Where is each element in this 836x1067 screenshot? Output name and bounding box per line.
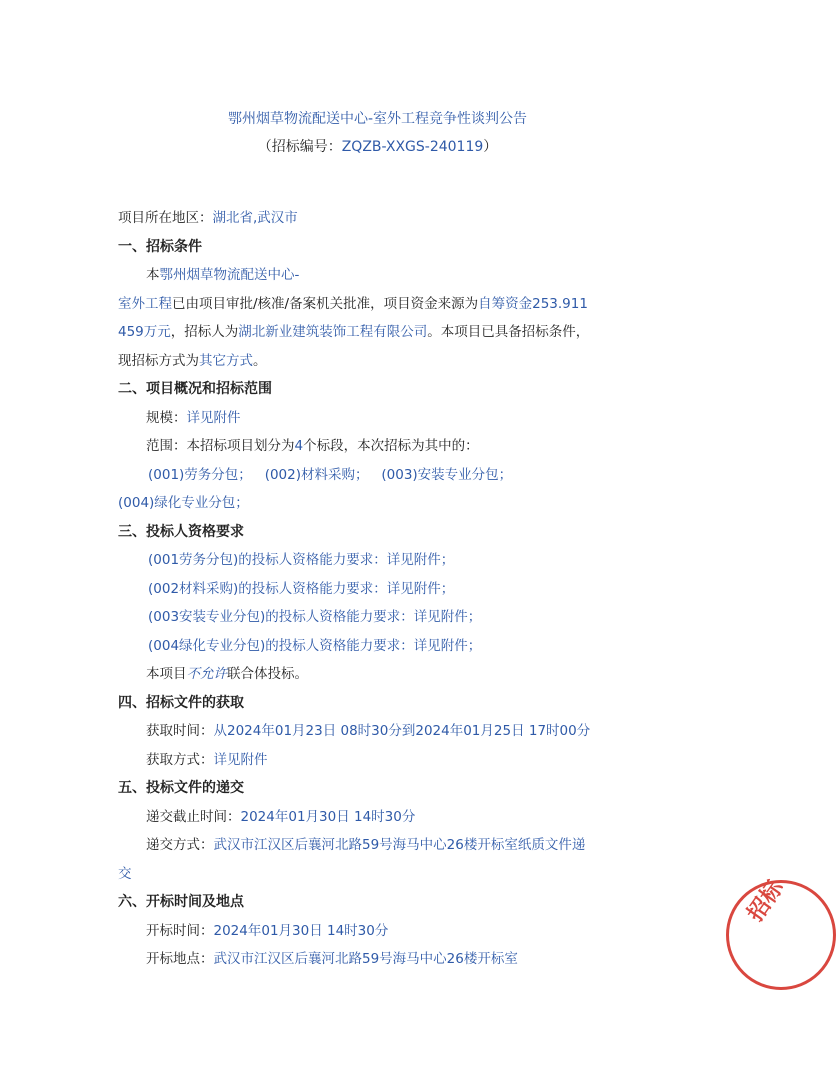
- section5-heading: 五、投标文件的递交: [118, 780, 244, 796]
- lot-4: (004)绿化专业分包；: [118, 495, 249, 511]
- section1-line1: [118, 261, 638, 290]
- opening-time-value: 2024年01月30日 14时30分: [213, 922, 389, 939]
- fund-source-part2: 459万元: [118, 324, 171, 340]
- lot-3: (003)安装专业分包；: [381, 466, 513, 483]
- seal-text: 招标: [743, 875, 789, 927]
- section1-p2-text: 已由项目审批/核准/备案机关批准，项目资金来源为: [172, 295, 479, 312]
- opening-place-value: 武汉市江汉区后襄河北路59号海马中心26楼开标室: [213, 951, 518, 967]
- joint-value: 不允许: [186, 666, 227, 682]
- range-line: [118, 432, 638, 461]
- section4-heading: 四、招标文件的获取: [118, 694, 244, 711]
- project-name-part2: 室外工程: [118, 295, 172, 312]
- scale-label: 规模：: [146, 409, 187, 426]
- qualification-item-3: (003安装专业分包)的投标人资格能力要求：详见附件；: [148, 609, 482, 625]
- section1-line3: [118, 318, 638, 347]
- tender-code-suffix: ）: [483, 139, 498, 155]
- range-count: 4: [294, 438, 304, 454]
- section1-p3-text2: 。本项目已具备招标条件，: [427, 324, 590, 340]
- range-text2: 个标段，本次招标为其中的：: [303, 438, 479, 454]
- scale-line: [118, 404, 638, 433]
- section3-heading: 三、投标人资格要求: [118, 523, 244, 540]
- tender-method: 其它方式: [199, 352, 253, 369]
- submit-method-label: 递交方式：: [146, 837, 214, 853]
- section1-p1: 本: [146, 267, 160, 283]
- submit-method-line: [118, 831, 638, 860]
- section1-line4: [118, 347, 638, 376]
- obtain-time-label: 获取时间：: [146, 723, 214, 739]
- obtain-time-value: 从2024年01月23日 08时30分到2024年01月25日 17时00分: [213, 723, 591, 739]
- region-line: [118, 204, 638, 233]
- section1-p4-text: 现招标方式为: [118, 352, 199, 369]
- range-text1: 范围：本招标项目划分为: [146, 438, 295, 454]
- region-value: 湖北省,武汉市: [212, 210, 298, 226]
- document-title: 鄂州烟草物流配送中心-室外工程竞争性谈判公告: [227, 111, 528, 127]
- opening-time-line: [118, 917, 638, 946]
- qualification-item-4: (004绿化专业分包)的投标人资格能力要求：详见附件；: [148, 637, 482, 654]
- section1-p3-text: ，招标人为: [170, 324, 239, 340]
- section1-p4-end: 。: [253, 352, 267, 369]
- lots-line: [118, 461, 638, 490]
- tenderer-name: 湖北新业建筑装饰工程有限公司: [238, 324, 428, 340]
- opening-place-label: 开标地点：: [146, 951, 214, 967]
- section2-heading: 二、项目概况和招标范围: [118, 381, 272, 397]
- qualification-item-1: (001劳务分包)的投标人资格能力要求：详见附件；: [148, 552, 455, 568]
- obtain-method-line: [118, 746, 638, 775]
- joint-suffix: 联合体投标。: [227, 666, 308, 682]
- section6-heading: 六、开标时间及地点: [118, 894, 244, 910]
- tender-code-prefix: （招标编号：: [257, 139, 342, 155]
- obtain-method-label: 获取方式：: [146, 751, 214, 768]
- section1-line2: [118, 290, 638, 319]
- obtain-method-value: 详见附件: [213, 751, 268, 768]
- deadline-label: 递交截止时间：: [146, 808, 241, 825]
- project-name-part1: 鄂州烟草物流配送中心-: [159, 267, 300, 283]
- deadline-line: [118, 803, 638, 832]
- scale-value: 详见附件: [186, 409, 241, 426]
- lot-2: (002)材料采购；: [264, 466, 369, 483]
- opening-place-line: [118, 945, 638, 974]
- tender-code-value: ZQZB-XXGS-240119: [341, 139, 484, 155]
- deadline-value: 2024年01月30日 14时30分: [240, 808, 416, 825]
- region-label: 项目所在地区：: [118, 210, 213, 226]
- submit-method-line2: 交: [118, 865, 132, 882]
- fund-source-part1: 自筹资金253.911: [478, 295, 588, 312]
- joint-prefix: 本项目: [146, 666, 187, 682]
- official-seal: [726, 875, 836, 990]
- section1-heading: 一、招标条件: [118, 238, 202, 255]
- document-body: [118, 204, 638, 974]
- obtain-time-line: [118, 717, 638, 746]
- tender-code: [0, 136, 755, 156]
- lot-4-line: [118, 489, 638, 518]
- joint-bid-line: [118, 660, 638, 689]
- opening-time-label: 开标时间：: [146, 922, 214, 939]
- lot-1: (001)劳务分包；: [148, 466, 252, 483]
- submit-method-value: 武汉市江汉区后襄河北路59号海马中心26楼开标室纸质文件递: [213, 837, 586, 853]
- qualification-item-2: (002材料采购)的投标人资格能力要求：详见附件；: [148, 580, 455, 597]
